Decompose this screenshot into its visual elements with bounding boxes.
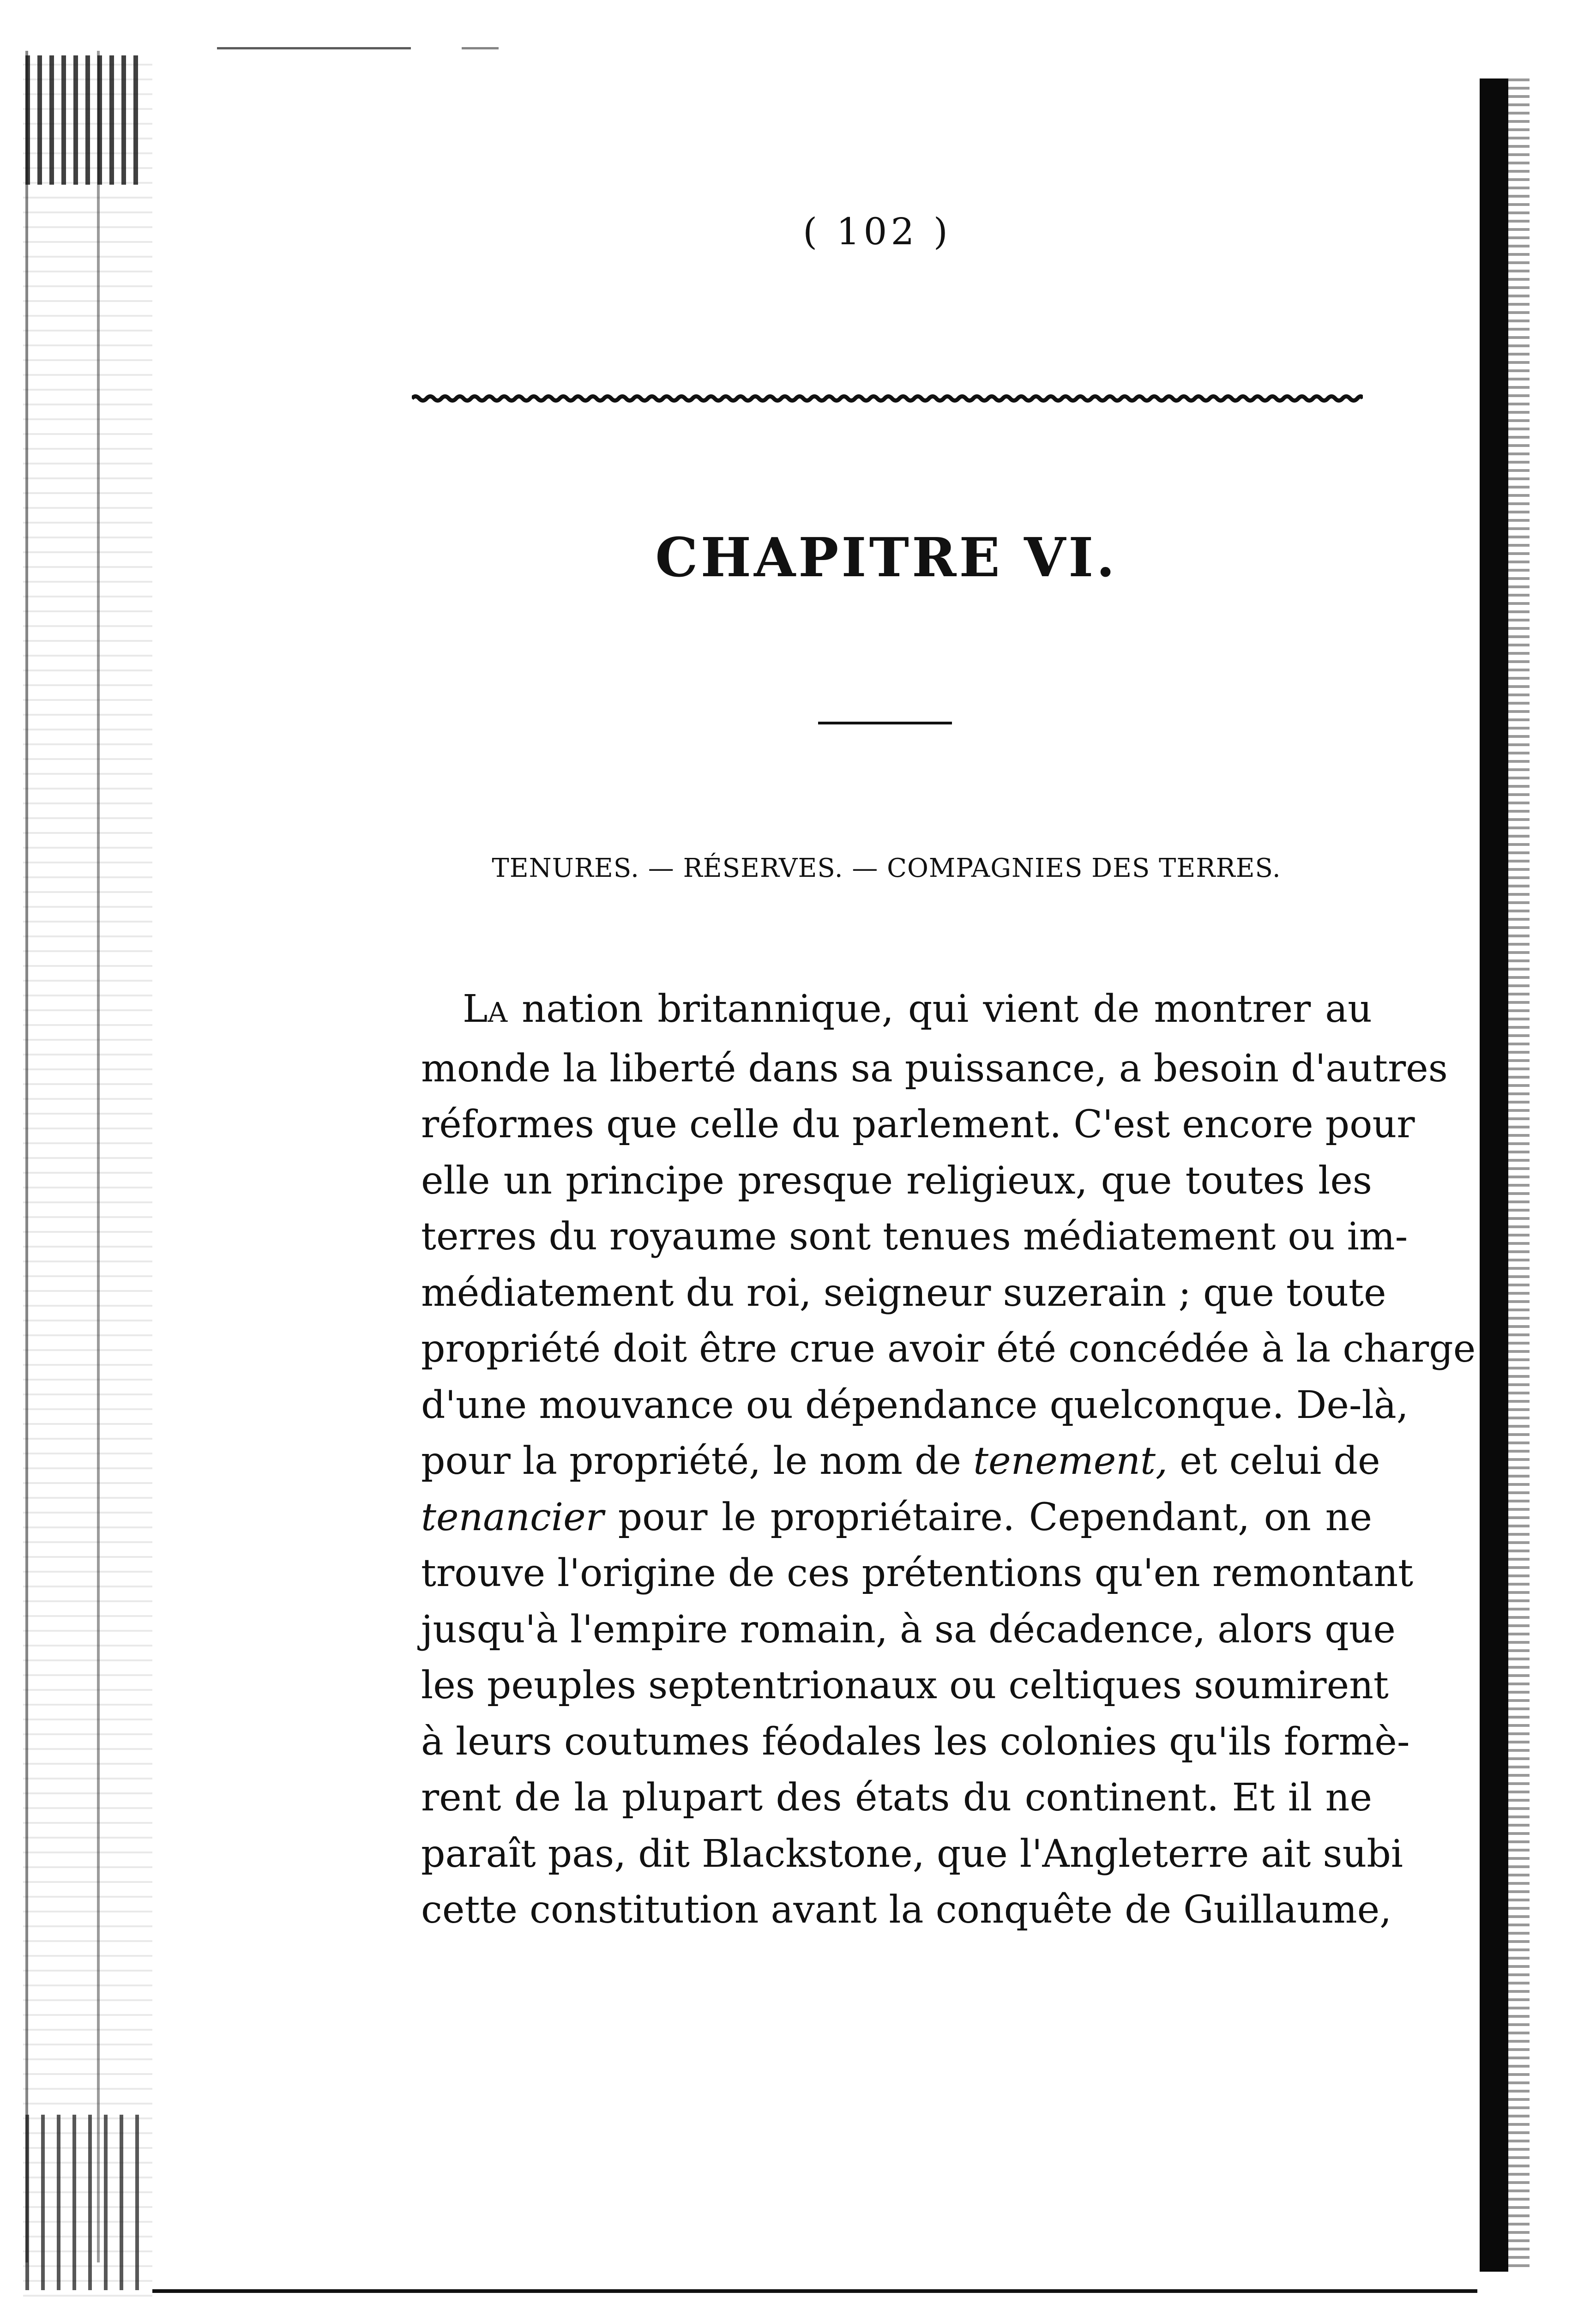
text-line: jusqu'à l'empire romain, à sa décadence, alors que [421, 1607, 1396, 1652]
title-divider [818, 722, 952, 724]
scan-top-rule [217, 47, 411, 49]
text-line: trouve l'origine de ces prétentions qu'en remontant [421, 1551, 1414, 1595]
text-line: paraît pas, dit Blackstone, que l'Angleterre ait subi [421, 1832, 1403, 1876]
scan-top-rule-short [462, 47, 499, 49]
text-line: tenancier pour le propriétaire. Cependant, on ne [421, 1495, 1372, 1539]
text-line: les peuples septentrionaux ou celtiques soumirent [421, 1664, 1389, 1707]
scan-left-top-block [25, 55, 145, 185]
scan-left-rule [25, 51, 28, 2262]
text-line: propriété doit être crue avoir été concédée à la charge [421, 1327, 1476, 1371]
ornamental-wavy-rule [412, 393, 1363, 404]
scan-left-rule-inner [97, 51, 100, 2262]
text-line: à leurs coutumes féodales les colonies qu'ils formè- [421, 1719, 1410, 1764]
scan-left-bottom-block [25, 2115, 145, 2290]
scan-left-edge [23, 51, 152, 2304]
text-line: médiatement du roi, seigneur suzerain ; que toute [421, 1271, 1386, 1315]
text-line: réformes que celle du parlement. C'est encore pour [421, 1103, 1415, 1146]
text-line: cette constitution avant la conquête de Guillaume, [421, 1888, 1392, 1932]
text-line: monde la liberté dans sa puissance, a besoin d'autres [421, 1046, 1448, 1091]
text-line: LA nation britannique, qui vient de montrer au [463, 987, 1372, 1031]
text-line: elle un principe presque religieux, que toutes les [421, 1158, 1372, 1203]
text-line: pour la propriété, le nom de tenement, et celui de [421, 1439, 1380, 1483]
scan-bottom-rule [152, 2289, 1477, 2293]
text-line: rent de la plupart des états du continent. Et il ne [421, 1776, 1372, 1820]
page-number: ( 102 ) [803, 210, 952, 253]
chapter-title: CHAPITRE VI. [655, 526, 1118, 589]
text-line: d'une mouvance ou dépendance quelconque. De-là, [421, 1383, 1409, 1427]
scan-right-band [1480, 78, 1508, 2272]
text-line: terres du royaume sont tenues médiatement ou im- [421, 1215, 1408, 1259]
body-paragraph [421, 981, 1476, 1938]
chapter-subtitle: TENURES. — RÉSERVES. — COMPAGNIES DES TERRES. [492, 853, 1281, 883]
